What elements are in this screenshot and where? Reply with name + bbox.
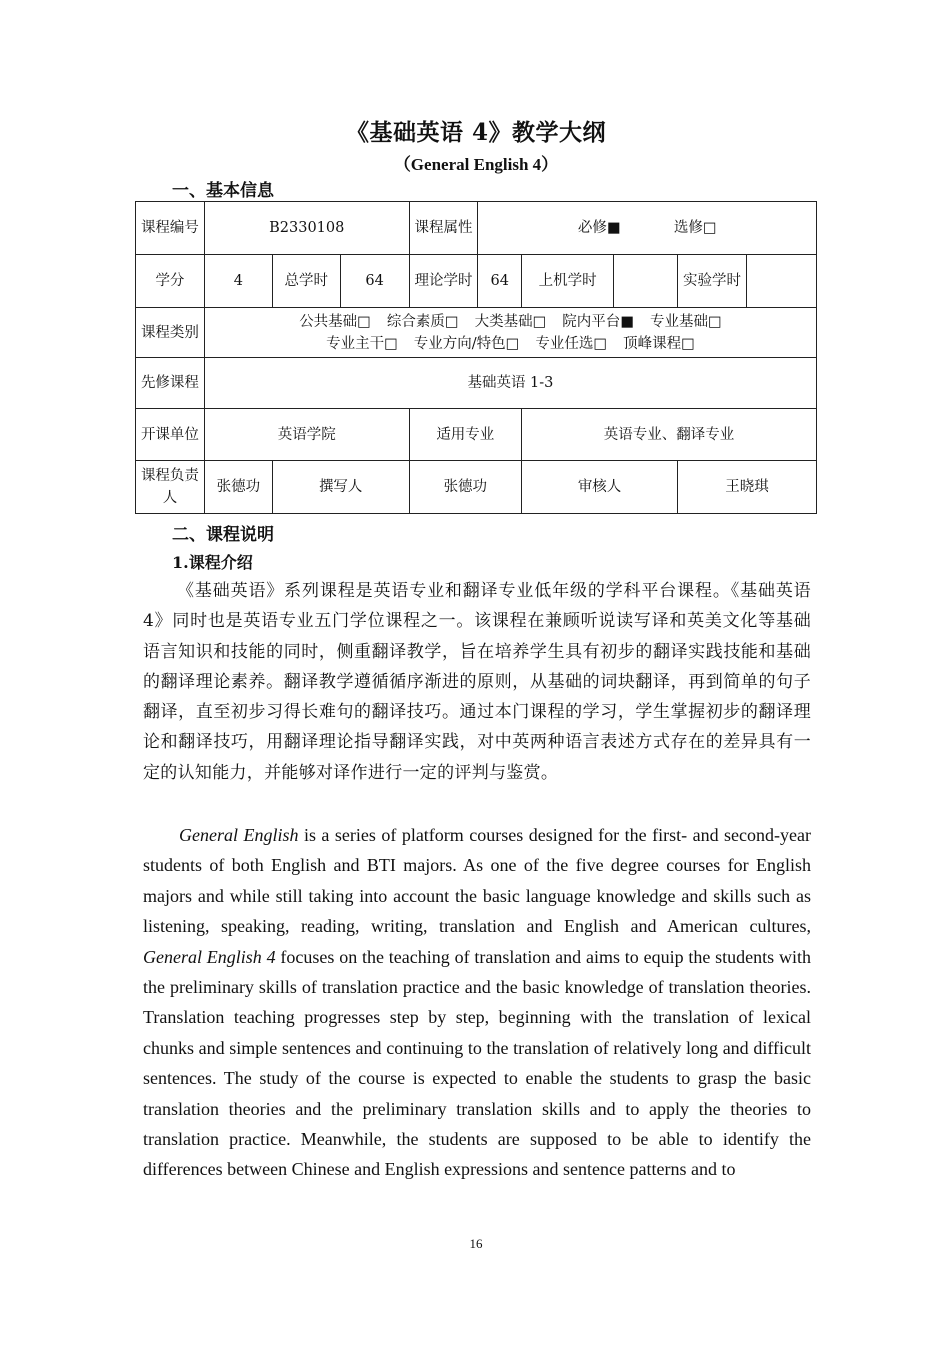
- dept-value: 英语学院: [204, 409, 409, 461]
- leader-value: 张德功: [204, 461, 272, 514]
- document-title: 《基础英语 4》教学大纲: [345, 119, 606, 146]
- section-heading-course-description: 二、课程说明: [172, 525, 274, 545]
- elective-option: 选修□: [673, 220, 717, 236]
- course-code-label: 课程编号: [136, 202, 205, 255]
- total-hours-label: 总学时: [272, 255, 340, 308]
- reviewer-value: 王晓琪: [678, 461, 817, 514]
- writer-label: 撰写人: [272, 461, 409, 514]
- section-heading-basic-info: 一、基本信息: [172, 181, 274, 201]
- computer-hours-label: 上机学时: [522, 255, 614, 308]
- category-option: 大类基础□: [474, 313, 547, 330]
- leader-label: 课程负责人: [136, 461, 205, 514]
- course-name-italic: General English: [179, 825, 299, 845]
- intro-paragraph-en: [143, 820, 811, 1185]
- course-attr-options: [478, 202, 817, 255]
- table-row: [136, 255, 817, 308]
- intro-text: is a series of platform courses designed for the first- and second-year students of both English and BTI majors. As one of the five degree courses for English majors and while still taking into account the basic language knowledge and skills such as listening, speaking, reading, writing, translation and English and American cultures,: [143, 825, 811, 937]
- total-hours-value: 64: [340, 255, 409, 308]
- category-option: 专业任选□: [535, 335, 608, 352]
- computer-hours-value: [614, 255, 678, 308]
- category-option: 公共基础□: [299, 313, 371, 330]
- reviewer-label: 审核人: [522, 461, 678, 514]
- lab-hours-value: [746, 255, 816, 308]
- major-value: 英语专业、翻译专业: [522, 409, 817, 461]
- table-row: [136, 461, 817, 514]
- table-row: [136, 308, 817, 358]
- table-row: [136, 358, 817, 409]
- major-label: 适用专业: [409, 409, 521, 461]
- table-row: [136, 202, 817, 255]
- category-line-1: [207, 311, 814, 333]
- category-option: 专业方向/特色□: [413, 335, 520, 352]
- credit-label: 学分: [136, 255, 205, 308]
- category-line-2: [207, 333, 814, 355]
- intro-paragraph-zh: 《基础英语》系列课程是英语专业和翻译专业低年级的学科平台课程。《基础英语 4》同时也是英语专业五门学位课程之一。该课程在兼顾听说读写译和英美文化等基础语言知识和技能的同时，侧重翻译教学，旨在培养学生具有初步的翻译实践技能和基础的翻译理论素养。翻译教学遵循循序渐进的原则，从基础的词块翻译，再到简单的句子翻译，直至初步习得长难句的翻译技巧。通过本门课程的学习，学生掌握初步的翻译理论和翻译技巧，用翻译理论指导翻译实践，对中英两种语言表述方式存在的差异具有一定的认知能力，并能够对译作进行一定的评判与鉴赏。: [143, 581, 811, 783]
- document-subtitle: （General English 4）: [393, 155, 559, 174]
- prereq-label: 先修课程: [136, 358, 205, 409]
- course-name-italic: General English 4: [143, 946, 276, 967]
- required-option: 必修■: [577, 220, 621, 236]
- category-label: 课程类别: [136, 308, 205, 358]
- subsection-heading-course-intro: 1.课程介绍: [172, 553, 253, 572]
- credit-value: 4: [204, 255, 272, 308]
- category-option: 顶峰课程□: [623, 335, 695, 352]
- dept-label: 开课单位: [136, 409, 205, 461]
- theory-hours-value: 64: [478, 255, 522, 308]
- category-option: 专业基础□: [650, 313, 722, 330]
- category-option: 院内平台■: [562, 313, 634, 330]
- prereq-value: 基础英语 1-3: [204, 358, 816, 409]
- theory-hours-label: 理论学时: [409, 255, 478, 308]
- course-info-table: [135, 201, 817, 514]
- lab-hours-label: 实验学时: [678, 255, 747, 308]
- intro-text: focuses on the teaching of translation and aims to equip the students with the preliminary skills of translation practice and the basic knowledge of translation theories. Translation teaching progresses step by step, beginning with the translation of lexical chunks and simple sentences and continuing to the translation of relatively long and difficult sentences. The study of the course is expected to enable the students to grasp the basic translation theories and the preliminary translation skills and to apply the theories to translation practice. Meanwhile, the students are supposed to be able to identify the differences between Chinese and English expressions and sentence patterns and to: [143, 946, 811, 1180]
- table-row: [136, 409, 817, 461]
- writer-value: 张德功: [409, 461, 521, 514]
- category-options: [204, 308, 816, 358]
- category-option: 综合素质□: [386, 313, 459, 330]
- category-option: 专业主干□: [326, 335, 398, 352]
- page-number: 16: [469, 1236, 483, 1251]
- course-code-value: B2330108: [204, 202, 409, 255]
- course-attr-label: 课程属性: [409, 202, 478, 255]
